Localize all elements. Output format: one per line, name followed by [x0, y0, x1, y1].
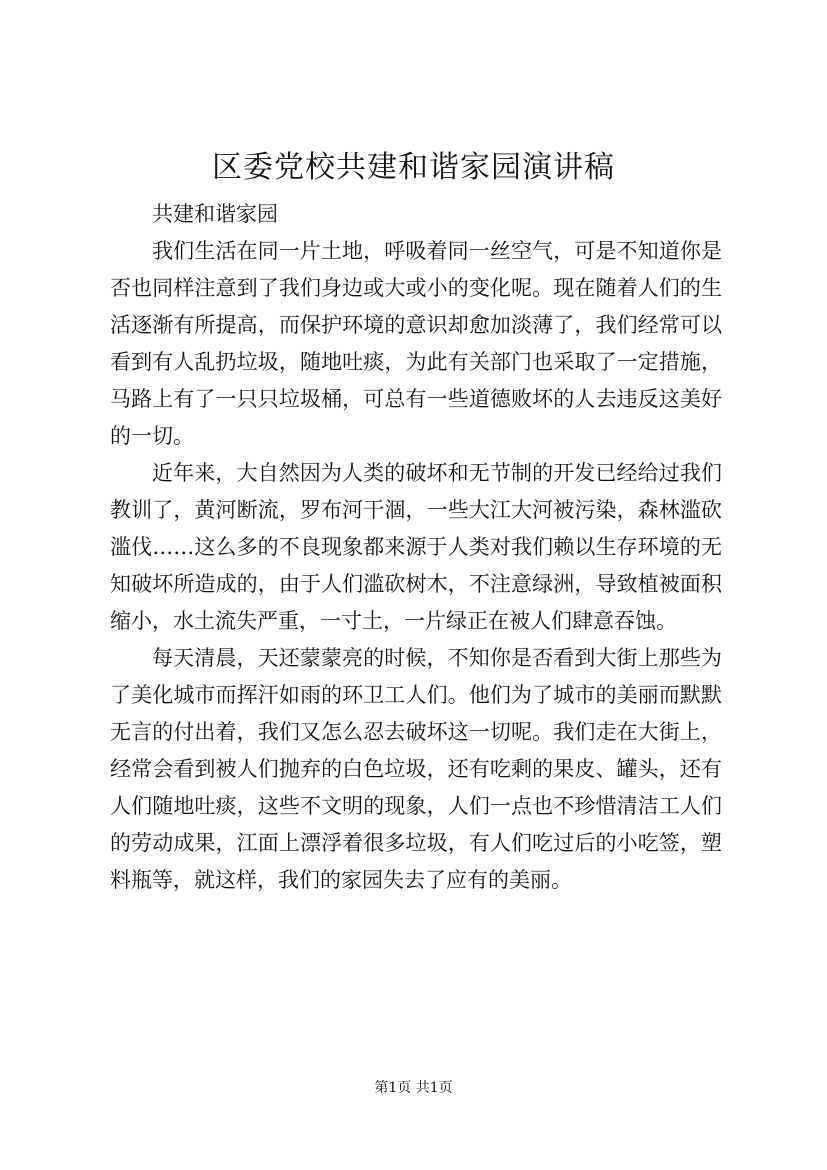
subtitle-paragraph: 共建和谐家园 — [152, 202, 278, 226]
body-paragraph: 近年来，大自然因为人类的破坏和无节制的开发已经给过我们教训了，黄河断流，罗布河干涸，一些大江大河被污染，森林滥砍滥伐……这么多的不良现象都来源于人类对我们赖以生存环境的无知破坏所造成的，由于人们滥砍树木，不注意绿洲，导致植被面积缩小，水土流失严重，一寸土，一片绿正在被人们肆意吞蚀。 — [110, 461, 722, 633]
page-footer: 第1页 共1页 — [374, 1080, 453, 1096]
document-body — [110, 196, 722, 899]
body-paragraph: 我们生活在同一片土地，呼吸着同一丝空气，可是不知道你是否也同样注意到了我们身边或大或小的变化呢。现在随着人们的生活逐渐有所提高，而保护环境的意识却愈加淡薄了，我们经常可以看到有人乱扔垃圾，随地吐痰，为此有关部门也采取了一定措施，马路上有了一只只垃圾桶，可总有一些道德败坏的人去违反这美好的一切。 — [110, 239, 722, 448]
body-paragraph: 每天清晨，天还蒙蒙亮的时候，不知你是否看到大街上那些为了美化城市而挥汗如雨的环卫工人们。他们为了城市的美丽而默默无言的付出着，我们又怎么忍去破坏这一切呢。我们走在大街上，经常会看到被人们抛弃的白色垃圾，还有吃剩的果皮、罐头，还有人们随地吐痰，这些不文明的现象，人们一点也不珍惜清洁工人们的劳动成果，江面上漂浮着很多垃圾，有人们吃过后的小吃签，塑料瓶等，就这样，我们的家园失去了应有的美丽。 — [110, 646, 722, 892]
document-title: 区委党校共建和谐家园演讲稿 — [212, 150, 615, 185]
